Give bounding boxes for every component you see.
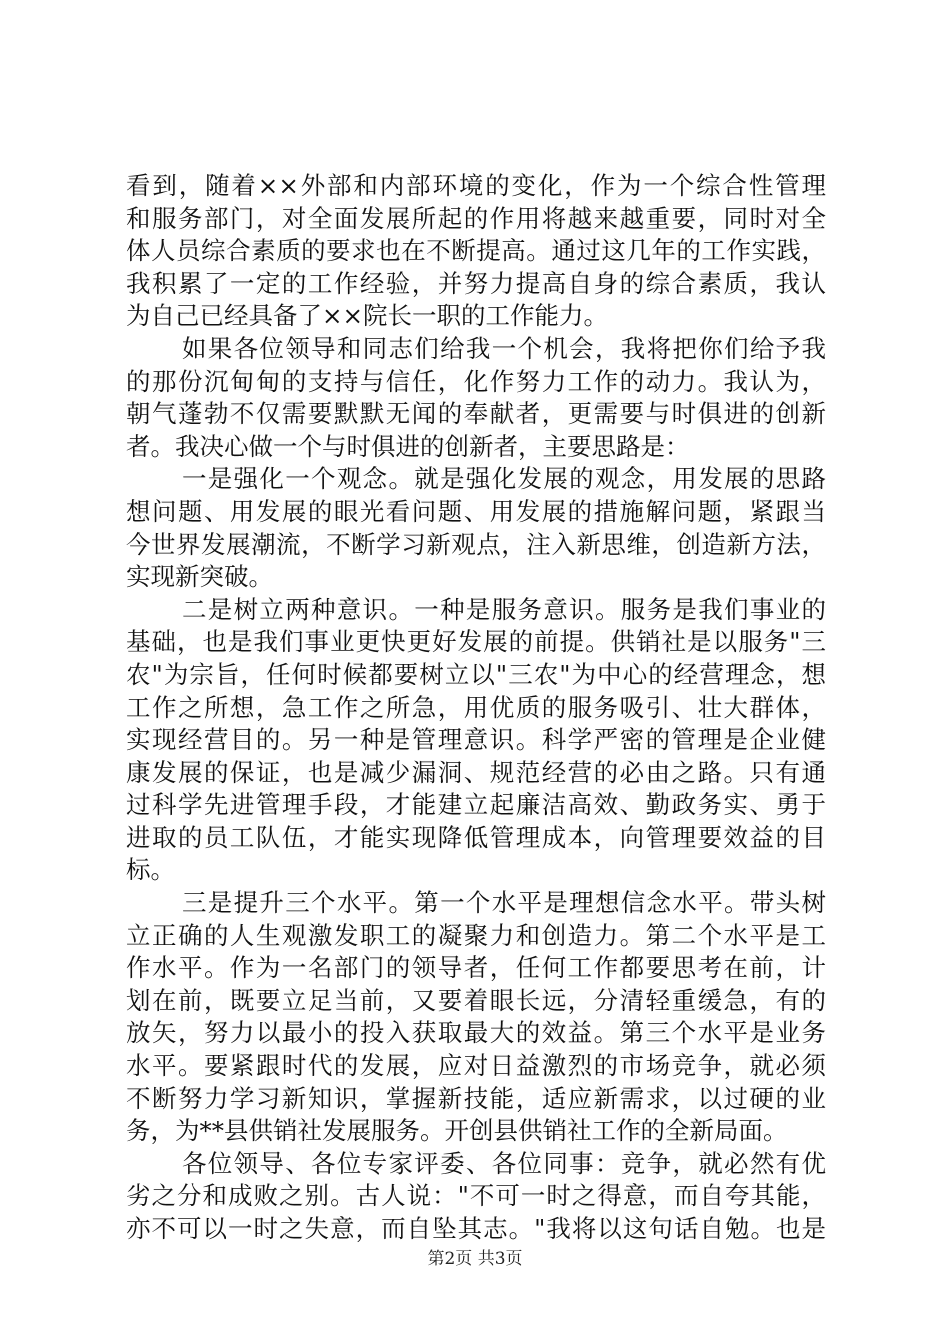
text-line: 劣之分和成败之别。古人说："不可一时之得意，而自夸其能， — [126, 1181, 826, 1211]
text-line: 朝气蓬勃不仅需要默默无闻的奉献者，更需要与时俱进的创新 — [126, 399, 826, 429]
paragraph-first-line: 各位领导、各位专家评委、各位同事：竞争，就必然有优 — [182, 1148, 826, 1178]
text-line: 者。我决心做一个与时俱进的创新者，主要思路是： — [126, 431, 690, 461]
paragraph-first-line: 如果各位领导和同志们给我一个机会，我将把你们给予我 — [182, 333, 826, 363]
text-line: 划在前，既要立足当前，又要着眼长远，分清轻重缓急，有的 — [126, 985, 826, 1015]
text-line: 水平。要紧跟时代的发展，应对日益激烈的市场竞争，就必须 — [126, 1051, 826, 1081]
page-footer — [0, 1248, 950, 1270]
text-line: 立正确的人生观激发职工的凝聚力和创造力。第二个水平是工 — [126, 920, 826, 950]
text-line: 作水平。作为一名部门的领导者，任何工作都要思考在前，计 — [126, 953, 826, 983]
text-line: 想问题、用发展的眼光看问题、用发展的措施解问题，紧跟当 — [126, 496, 826, 526]
text-line: 农"为宗旨，任何时候都要树立以"三农"为中心的经营理念，想 — [126, 659, 826, 689]
page-number-label: 第2页 共3页 — [427, 1249, 523, 1269]
text-line: 务，为**县供销社发展服务。开创县供销社工作的全新局面。 — [126, 1116, 788, 1146]
paragraph-first-line: 二是树立两种意识。一种是服务意识。服务是我们事业的 — [182, 594, 826, 624]
text-line: 标。 — [126, 855, 175, 885]
text-line: 康发展的保证，也是减少漏洞、规范经营的必由之路。只有通 — [126, 757, 826, 787]
document-body — [126, 170, 826, 1246]
text-line: 放矢，努力以最小的投入获取最大的效益。第三个水平是业务 — [126, 1018, 826, 1048]
paragraph-first-line: 三是提升三个水平。第一个水平是理想信念水平。带头树 — [182, 888, 826, 918]
text-line: 看到，随着××外部和内部环境的变化，作为一个综合性管理 — [126, 171, 826, 200]
text-line: 亦不可以一时之失意，而自坠其志。"我将以这句话自勉。也是 — [126, 1214, 826, 1243]
text-line: 和服务部门，对全面发展所起的作用将越来越重要，同时对全 — [126, 203, 826, 233]
paragraph-first-line: 一是强化一个观念。就是强化发展的观念，用发展的思路 — [182, 464, 826, 494]
text-line: 不断努力学习新知识，掌握新技能，适应新需求，以过硬的业 — [126, 1083, 826, 1113]
text-line: 进取的员工队伍，才能实现降低管理成本，向管理要效益的目 — [126, 822, 826, 852]
text-line: 的那份沉甸甸的支持与信任，化作努力工作的动力。我认为， — [126, 366, 826, 396]
text-line: 为自己已经具备了××院长一职的工作能力。 — [126, 301, 609, 331]
text-line: 体人员综合素质的要求也在不断提高。通过这几年的工作实践， — [126, 236, 826, 266]
text-line: 今世界发展潮流，不断学习新观点，注入新思维，创造新方法， — [126, 529, 826, 559]
text-line: 基础，也是我们事业更快更好发展的前提。供销社是以服务"三 — [126, 627, 826, 657]
text-line: 过科学先进管理手段，才能建立起廉洁高效、勤政务实、勇于 — [126, 790, 826, 820]
text-line: 实现经营目的。另一种是管理意识。科学严密的管理是企业健 — [126, 725, 826, 755]
text-line: 我积累了一定的工作经验，并努力提高自身的综合素质，我认 — [126, 268, 826, 298]
text-line: 工作之所想，急工作之所急，用优质的服务吸引、壮大群体， — [126, 692, 826, 722]
text-line: 实现新突破。 — [126, 562, 273, 592]
